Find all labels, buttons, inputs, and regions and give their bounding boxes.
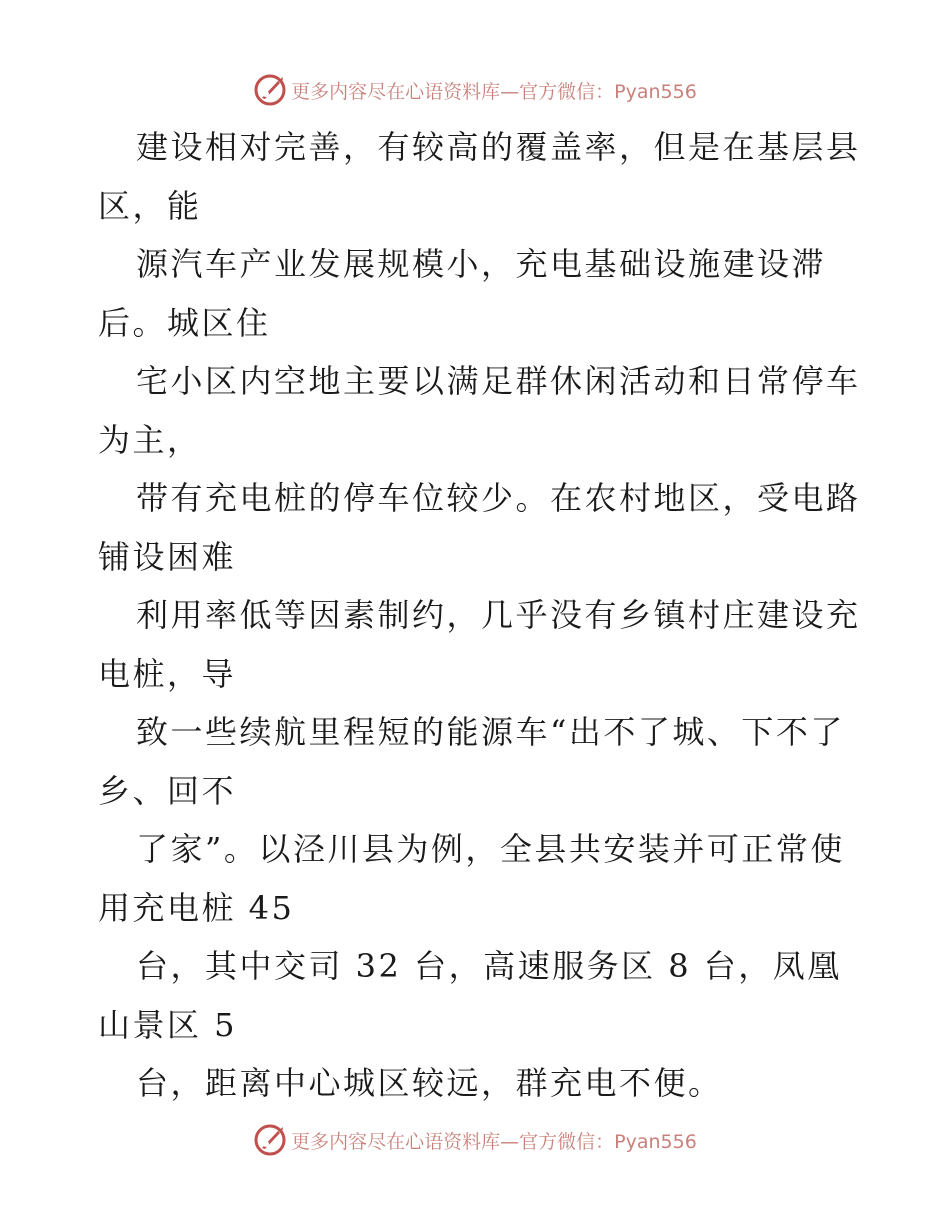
- text-line: 宅小区内空地主要以满足群休闲活动和日常停车: [136, 362, 861, 400]
- text-line: 带有充电桩的停车位较少。在农村地区，受电路: [136, 479, 861, 517]
- text-line: 源汽车产业发展规模小，充电基础设施建设滞: [136, 245, 827, 283]
- text-line: 台，其中交司 32 台，高速服务区 8 台，凤凰: [136, 947, 842, 985]
- text-line: 台，距离中心城区较远，群充电不便。: [136, 1064, 723, 1102]
- text-line: 建设相对完善，有较高的覆盖率，但是在基层县: [136, 128, 861, 166]
- text-line: 区，能: [98, 186, 202, 225]
- footer-watermark: [0, 1120, 950, 1160]
- text-line: 山景区 5: [98, 1005, 238, 1044]
- quill-pen-logo-icon: [253, 73, 287, 107]
- text-line: 电桩，导: [98, 654, 237, 693]
- quill-pen-logo-icon: [253, 1123, 287, 1157]
- text-line: 铺设困难: [98, 537, 237, 576]
- text-line: 了家”。以泾川县为例，全县共安装并可正常使: [136, 830, 845, 868]
- watermark-text: 更多内容尽在心语资料库—官方微信：Pyan556: [291, 80, 697, 103]
- header-watermark: [0, 70, 950, 110]
- text-line: 后。城区住: [98, 303, 271, 342]
- text-line: 乡、回不: [98, 771, 237, 810]
- text-line: 为主，: [98, 420, 202, 459]
- text-line: 利用率低等因素制约，几乎没有乡镇村庄建设充: [136, 596, 861, 634]
- watermark-text: 更多内容尽在心语资料库—官方微信：Pyan556: [291, 1130, 697, 1153]
- document-body: [98, 118, 868, 1113]
- text-line: 致一些续航里程短的能源车“出不了城、下不了: [136, 713, 845, 751]
- text-line: 用充电桩 45: [98, 888, 295, 927]
